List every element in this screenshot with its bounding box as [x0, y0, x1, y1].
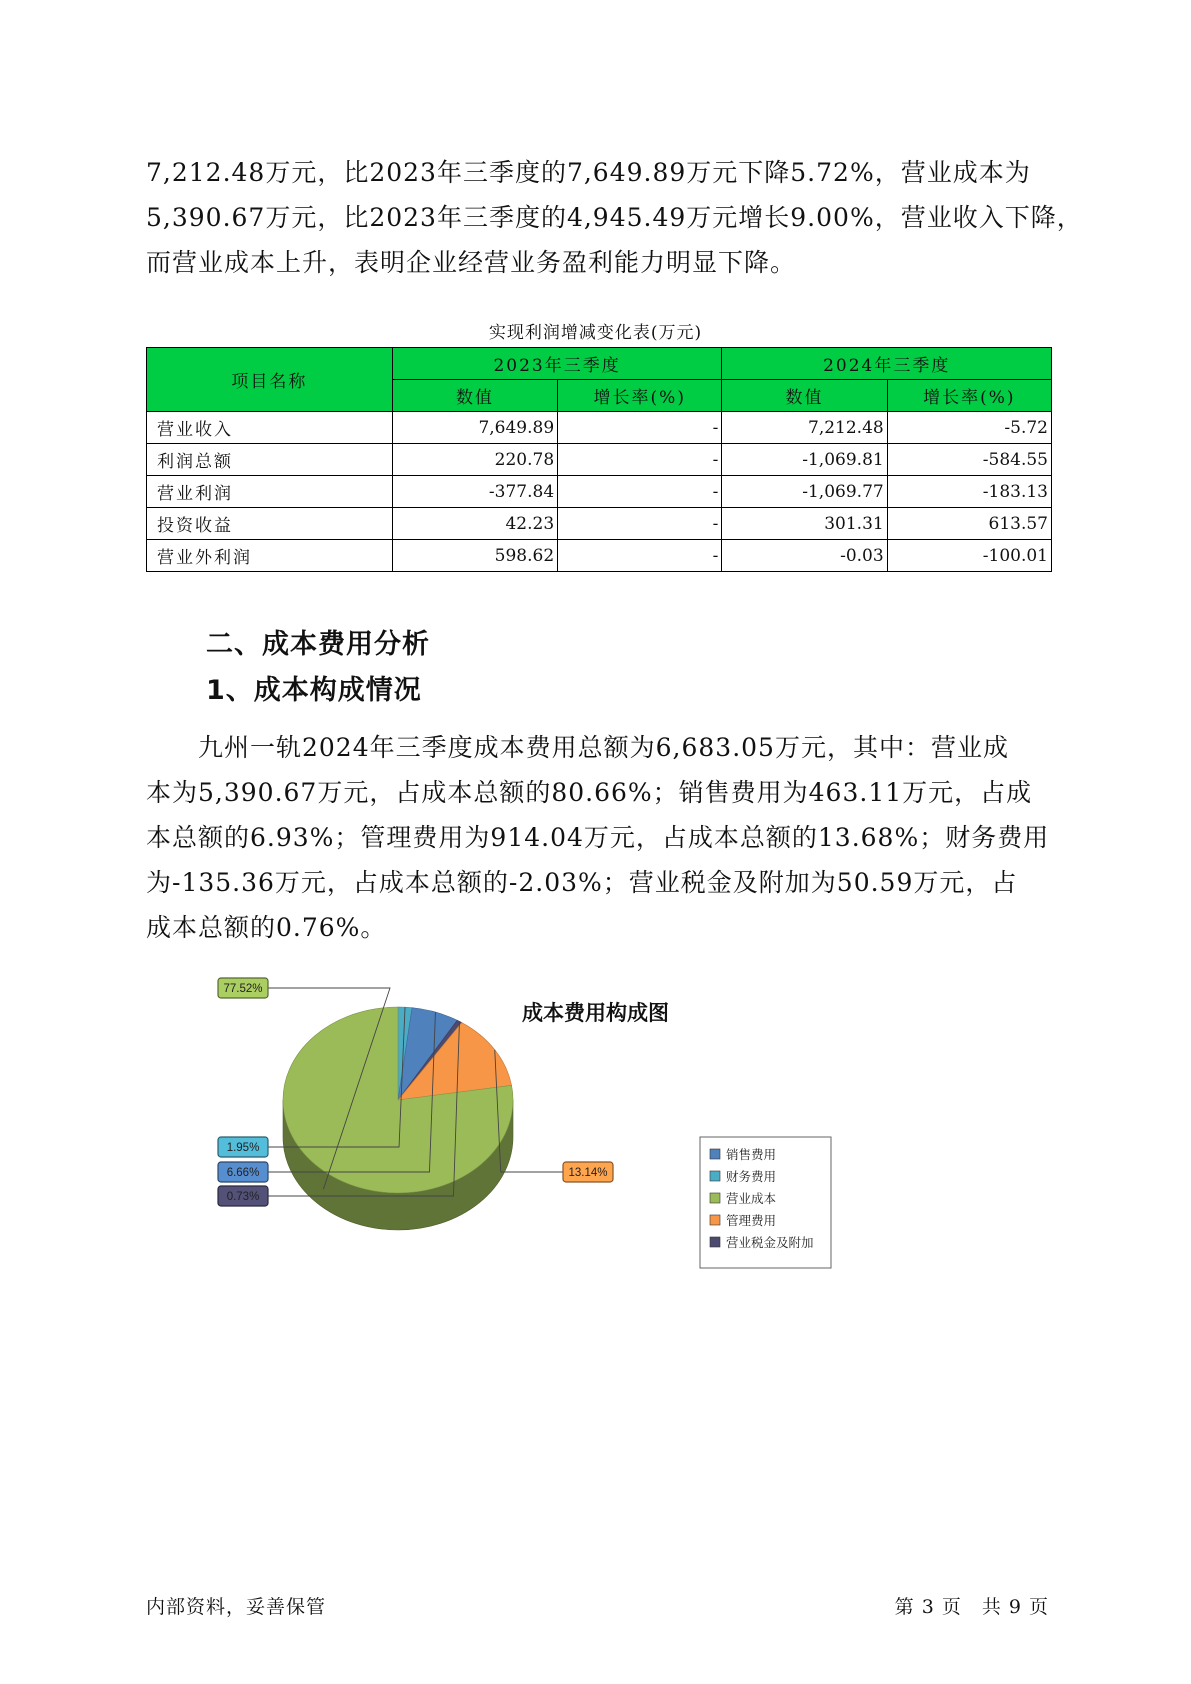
value-2023: 42.23 [392, 508, 557, 540]
legend-swatch [710, 1237, 720, 1247]
growth-2023: - [558, 508, 722, 540]
growth-2024: -5.72 [887, 412, 1051, 444]
data-label: 13.14% [568, 1167, 608, 1179]
value-2023: 220.78 [392, 444, 557, 476]
value-2023: 7,649.89 [392, 412, 557, 444]
header-value-2024: 数值 [722, 380, 887, 412]
value-2024: 301.31 [722, 508, 887, 540]
row-name: 利润总额 [147, 444, 393, 476]
footer-confidential: 内部资料，妥善保管 [146, 1596, 327, 1618]
legend-label: 营业税金及附加 [726, 1235, 814, 1250]
data-label: 0.73% [226, 1191, 260, 1203]
growth-2024: -100.01 [887, 540, 1051, 572]
legend-label: 财务费用 [726, 1169, 777, 1184]
table-row [147, 412, 1052, 444]
row-name: 营业外利润 [147, 540, 393, 572]
growth-2023: - [558, 540, 722, 572]
data-label: 6.66% [226, 1167, 260, 1179]
row-name: 营业收入 [147, 412, 393, 444]
cost-paragraph [146, 725, 1054, 950]
value-2024: 7,212.48 [722, 412, 887, 444]
header-period-2023: 2023年三季度 [392, 348, 722, 380]
value-2023: -377.84 [392, 476, 557, 508]
profit-change-table [146, 347, 1052, 572]
header-value-2023: 数值 [392, 380, 557, 412]
table-row [147, 508, 1052, 540]
value-2024: -1,069.77 [722, 476, 887, 508]
legend-label: 销售费用 [726, 1147, 777, 1162]
growth-2023: - [558, 412, 722, 444]
legend-swatch [710, 1149, 720, 1159]
row-name: 营业利润 [147, 476, 393, 508]
paragraph-line: 而营业成本上升，表明企业经营业务盈利能力明显下降。 [146, 248, 797, 277]
paragraph-line: 7,212.48万元，比2023年三季度的7,649.89万元下降5.72%，营业成本为 [146, 158, 1031, 187]
legend-label: 管理费用 [726, 1213, 777, 1228]
intro-paragraph [146, 150, 1083, 285]
growth-2024: 613.57 [887, 508, 1051, 540]
table-caption: 实现利润增减变化表(万元) [488, 323, 703, 343]
paragraph-line: 本总额的6.93%；管理费用为914.04万元，占成本总额的13.68%；财务费用 [146, 823, 1050, 852]
data-label: 1.95% [226, 1142, 260, 1154]
paragraph-line: 九州一轨2024年三季度成本费用总额为6,683.05万元，其中：营业成 [146, 733, 1009, 762]
footer-page-number: 第 3 页 共 9 页 [894, 1596, 1049, 1618]
growth-2023: - [558, 444, 722, 476]
value-2024: -1,069.81 [722, 444, 887, 476]
header-growth-2024: 增长率(%) [887, 380, 1051, 412]
data-label: 77.52% [223, 983, 263, 995]
header-growth-2023: 增长率(%) [558, 380, 722, 412]
legend-swatch [710, 1215, 720, 1225]
value-2024: -0.03 [722, 540, 887, 572]
header-period-2024: 2024年三季度 [722, 348, 1052, 380]
legend-swatch [710, 1193, 720, 1203]
section-heading: 二、成本费用分析 [206, 629, 430, 660]
table-row [147, 540, 1052, 572]
growth-2024: -584.55 [887, 444, 1051, 476]
legend-label: 营业成本 [726, 1191, 777, 1206]
chart-title: 成本费用构成图 [522, 1001, 669, 1025]
paragraph-line: 5,390.67万元，比2023年三季度的4,945.49万元增长9.00%，营业收入下降， [146, 203, 1083, 232]
value-2023: 598.62 [392, 540, 557, 572]
paragraph-line: 为-135.36万元，占成本总额的-2.03%；营业税金及附加为50.59万元，占 [146, 868, 1018, 897]
table-row [147, 476, 1052, 508]
paragraph-line: 本为5,390.67万元，占成本总额的80.66%；销售费用为463.11万元，占成 [146, 778, 1033, 807]
subsection-heading: 1、成本构成情况 [206, 675, 422, 706]
paragraph-line: 成本总额的0.76%。 [146, 913, 387, 942]
table-row [147, 444, 1052, 476]
header-item-name: 项目名称 [147, 348, 393, 412]
legend-swatch [710, 1171, 720, 1181]
growth-2023: - [558, 476, 722, 508]
growth-2024: -183.13 [887, 476, 1051, 508]
row-name: 投资收益 [147, 508, 393, 540]
